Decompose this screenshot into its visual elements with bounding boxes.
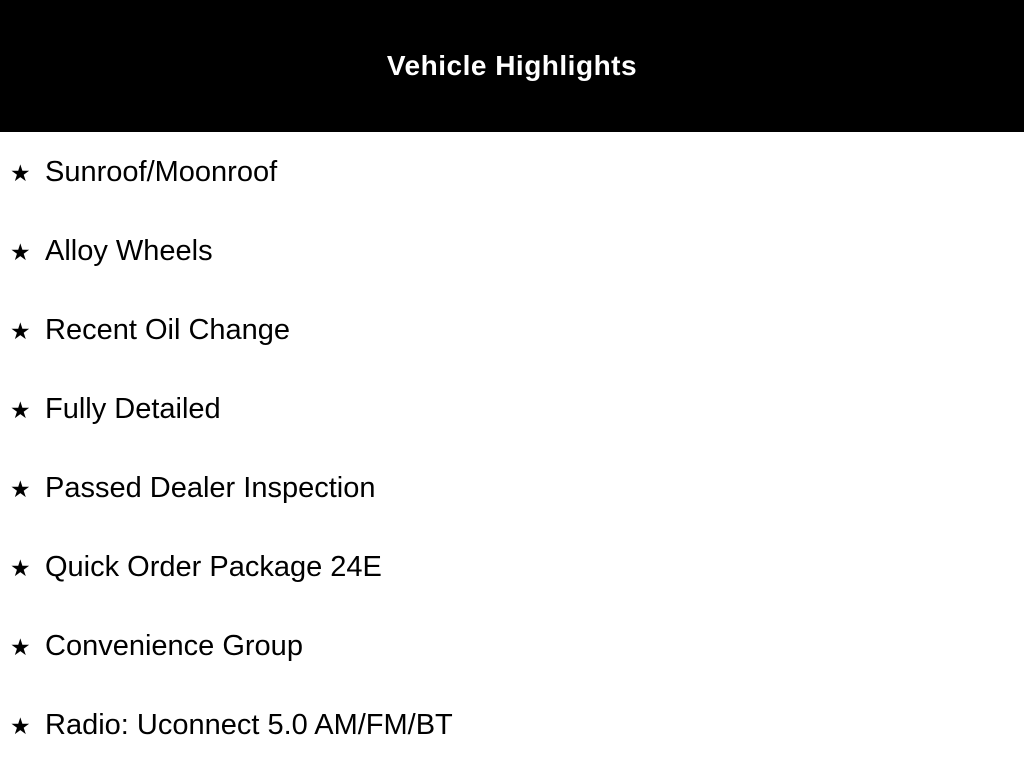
item-label: Recent Oil Change — [45, 314, 291, 346]
star-icon: ★ — [10, 239, 31, 265]
item-label: Convenience Group — [45, 630, 303, 662]
item-label: Radio: Uconnect 5.0 AM/FM/BT — [45, 709, 453, 741]
item-label: Quick Order Package 24E — [45, 551, 382, 583]
star-icon: ★ — [10, 476, 31, 502]
header-bar — [0, 0, 1024, 132]
star-icon: ★ — [10, 634, 31, 660]
list-item — [10, 449, 1024, 528]
star-icon: ★ — [10, 318, 31, 344]
star-icon: ★ — [10, 713, 31, 739]
item-label: Sunroof/Moonroof — [45, 156, 278, 188]
item-label: Fully Detailed — [45, 393, 221, 425]
list-item — [10, 212, 1024, 291]
star-icon: ★ — [10, 160, 31, 186]
star-icon: ★ — [10, 555, 31, 581]
list-item — [10, 686, 1024, 765]
item-label: Alloy Wheels — [45, 235, 213, 267]
list-item — [10, 528, 1024, 607]
item-label: Passed Dealer Inspection — [45, 472, 376, 504]
highlights-list — [0, 132, 1024, 765]
list-item — [10, 133, 1024, 212]
list-item — [10, 291, 1024, 370]
star-icon: ★ — [10, 397, 31, 423]
page-title: Vehicle Highlights — [386, 50, 638, 81]
list-item — [10, 607, 1024, 686]
list-item — [10, 370, 1024, 449]
